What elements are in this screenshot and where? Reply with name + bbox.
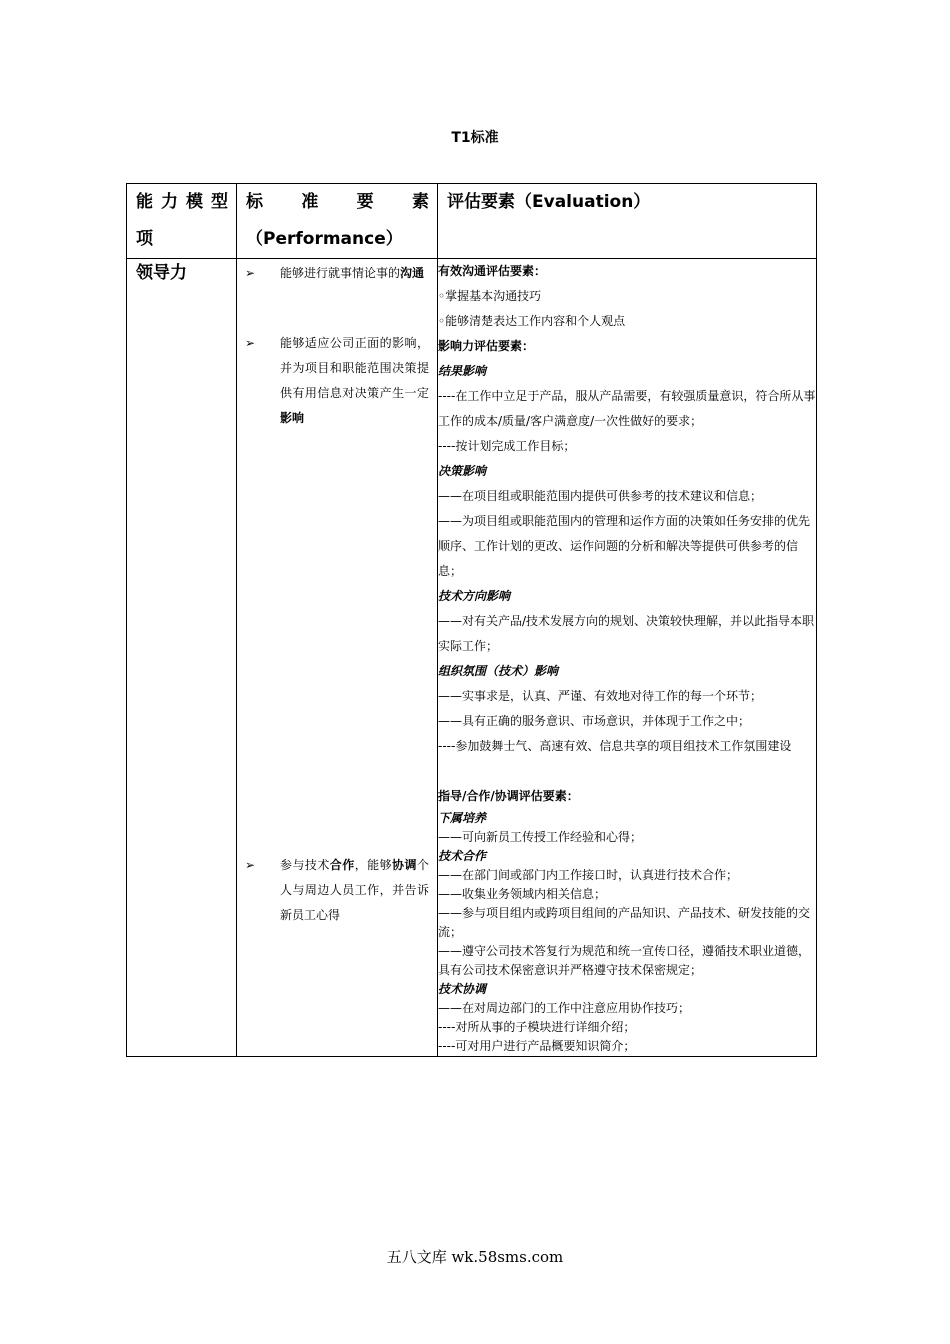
- header-model-line2: 项: [136, 229, 153, 249]
- evaluation-line: ----按计划完成工作目标；: [438, 439, 576, 453]
- evaluation-line: ——在部门间或部门内工作接口时，认真进行技术合作；: [438, 868, 739, 882]
- evaluation-line: ——实事求是，认真、严谨、有效地对待工作的每一个环节；: [438, 689, 763, 703]
- evaluation-line: ——可向新员工传授工作经验和心得；: [438, 830, 643, 844]
- arrow-bullet-icon: ➢: [245, 858, 256, 872]
- evaluation-line: ——具有正确的服务意识、市场意识，并体现于工作之中；: [438, 714, 751, 728]
- performance-item: ➢ 参与技术合作，能够协调个人与周边人员工作，并告诉新员工心得: [245, 853, 429, 928]
- header-evaluation: 评估要素（Evaluation）: [447, 192, 651, 212]
- evaluation-line: 技术协调: [438, 982, 487, 996]
- evaluation-line: ——为项目组或职能范围内的管理和运作方面的决策如任务安排的优先顺序、工作计划的更改、运作问题的分析和解决等提供可供参考的信息；: [438, 514, 811, 578]
- evaluation-line: ——对有关产品/技术发展方向的规划、决策较快理解，并以此指导本职实际工作；: [438, 614, 815, 653]
- evaluation-line: ----参加鼓舞士气、高速有效、信息共享的项目组技术工作氛围建设: [438, 739, 792, 753]
- header-model-line1: 能力模型: [136, 192, 228, 212]
- header-performance-line1: 标 准 要 素: [246, 192, 429, 212]
- category-cell: [127, 259, 237, 1057]
- evaluation-top-list: [438, 259, 816, 759]
- evaluation-line: 指导/合作/协调评估要素：: [438, 789, 579, 803]
- evaluation-line: ——参与项目组内或跨项目组间的产品知识、产品技术、研发技能的交流；: [438, 906, 811, 939]
- category-label: 领导力: [136, 263, 187, 283]
- evaluation-line: ----在工作中立足于产品，服从产品需要，有较强质量意识，符合所从事工作的成本/质量/客户满意度/一次性做好的要求；: [438, 389, 816, 428]
- performance-item: ➢ 能够进行就事情论事的沟通: [245, 261, 429, 311]
- evaluation-line: ◦能够清楚表达工作内容和个人观点: [438, 314, 626, 328]
- evaluation-line: 决策影响: [438, 464, 487, 478]
- evaluation-line: 结果影响: [438, 364, 487, 378]
- standards-table: [126, 183, 817, 1057]
- header-cell-evaluation: [438, 184, 817, 259]
- evaluation-line: ----可对用户进行产品概要知识简介；: [438, 1039, 636, 1053]
- performance-item: ➢ 能够适应公司正面的影响，并为项目和职能范围决策提供有用信息对决策产生一定影响: [245, 331, 429, 853]
- arrow-bullet-icon: ➢: [245, 336, 256, 350]
- performance-cell: [237, 259, 438, 1057]
- evaluation-line: ——收集业务领域内相关信息；: [438, 887, 607, 901]
- evaluation-line: 技术方向影响: [438, 589, 511, 603]
- evaluation-cell: [438, 259, 817, 1057]
- evaluation-line: 有效沟通评估要素：: [438, 264, 547, 278]
- header-cell-model: [127, 184, 237, 259]
- arrow-bullet-icon: ➢: [245, 266, 256, 280]
- evaluation-line: ——遵守公司技术答复行为规范和统一宣传口径，遵循技术职业道德，具有公司技术保密意识并严格遵守技术保密规定；: [438, 944, 811, 977]
- header-performance-line2: （Performance）: [246, 229, 403, 249]
- evaluation-line: 技术合作: [438, 849, 487, 863]
- header-cell-performance: [237, 184, 438, 259]
- evaluation-line: ——在项目组或职能范围内提供可供参考的技术建议和信息；: [438, 489, 763, 503]
- evaluation-line: ----对所从事的子模块进行详细介绍；: [438, 1020, 636, 1034]
- table-header-row: [127, 184, 817, 259]
- evaluation-bottom-list: [438, 784, 816, 1056]
- evaluation-line: 组织氛围（技术）影响: [438, 664, 559, 678]
- evaluation-line: ——在对周边部门的工作中注意应用协作技巧；: [438, 1001, 691, 1015]
- page-title: T1标准: [451, 130, 499, 146]
- evaluation-line: 影响力评估要素：: [438, 339, 535, 353]
- evaluation-line: ◦掌握基本沟通技巧: [438, 289, 542, 303]
- footer-watermark: 五八文库 wk.58sms.com: [386, 1248, 564, 1266]
- evaluation-line: 下属培养: [438, 811, 487, 825]
- table-row: [127, 259, 817, 1057]
